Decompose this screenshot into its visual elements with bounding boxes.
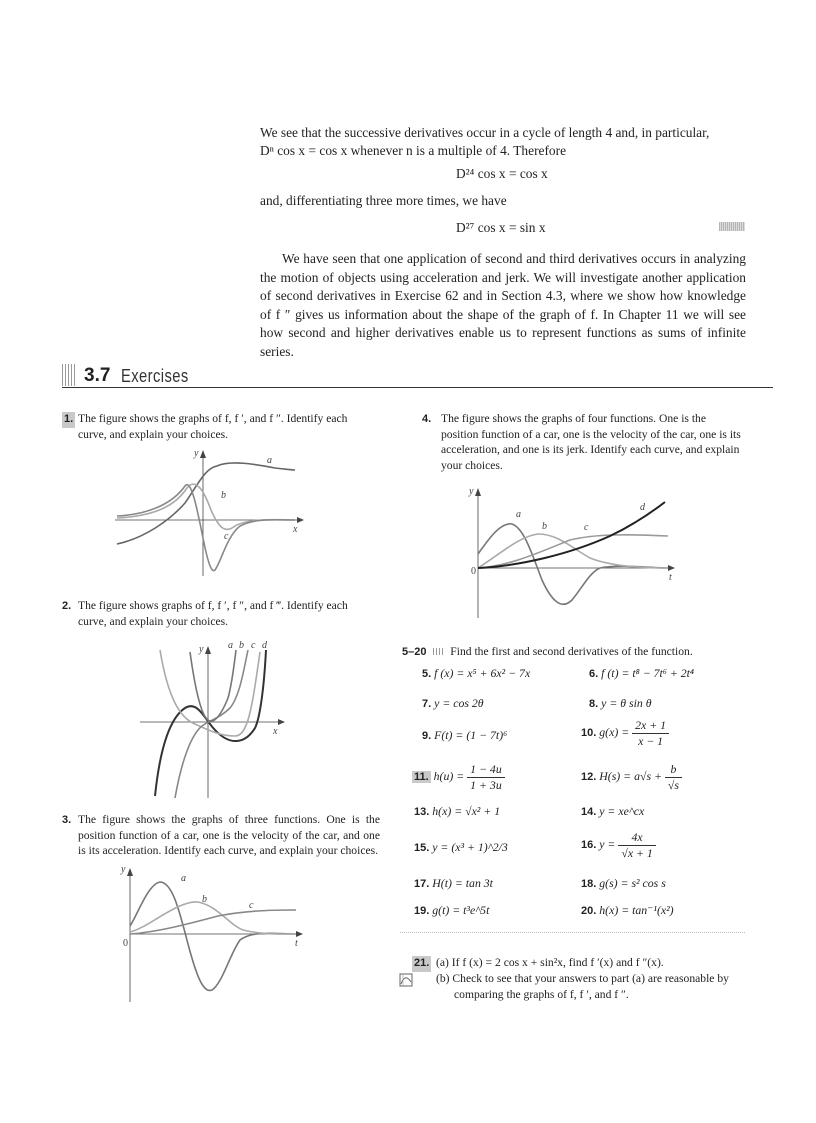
exercise-1-number: 1. bbox=[62, 411, 76, 428]
problem-5: 5. f (x) = x⁵ + 6x² − 7x bbox=[422, 666, 531, 680]
fig2-label-d: d bbox=[262, 640, 267, 651]
figure-4 bbox=[460, 484, 680, 619]
intro-line-1: We see that the successive derivatives occur in a cycle of length 4 and, in particular, bbox=[260, 125, 710, 140]
fig1-label-b: b bbox=[221, 490, 226, 501]
fig1-label-c: c bbox=[224, 531, 229, 542]
intro-line-3: and, differentiating three more times, we have bbox=[260, 193, 507, 208]
fig4-label-d: d bbox=[640, 502, 645, 513]
fig3-zero-label: 0 bbox=[123, 938, 128, 949]
fig4-y-label: y bbox=[469, 486, 474, 497]
problem-14: 14. y = xe^cx bbox=[581, 804, 645, 818]
exercise-range-label: 5–20 bbox=[402, 646, 427, 658]
section-title: Exercises bbox=[121, 366, 189, 386]
fig3-label-c: c bbox=[249, 900, 254, 911]
separator-dots bbox=[400, 932, 745, 933]
problem-8: 8. y = θ sin θ bbox=[589, 696, 652, 710]
problem-16: 16. y = $\frac{4x}{√x + 1}$ bbox=[581, 830, 656, 861]
exercise-range-text: Find the first and second derivatives of the function. bbox=[450, 645, 693, 658]
fig4-label-a: a bbox=[516, 509, 521, 520]
exercise-21-number: 21. bbox=[412, 955, 432, 972]
section-rule bbox=[62, 387, 773, 388]
problem-13: 13. h(x) = √x² + 1 bbox=[414, 804, 501, 818]
equation-d24: D²⁴ cos x = cos x bbox=[456, 166, 548, 181]
fig3-y-label: y bbox=[121, 864, 126, 875]
exercise-21-part-a: (a) If f (x) = 2 cos x + sin²x, find f ′(x) and f ″(x). bbox=[436, 956, 664, 969]
figure-2 bbox=[140, 638, 285, 800]
graphing-calculator-icon bbox=[399, 973, 413, 987]
fig1-label-a: a bbox=[267, 455, 272, 466]
fig4-t-label: t bbox=[669, 572, 672, 583]
fig3-label-a: a bbox=[181, 873, 186, 884]
problem-6: 6. f (t) = t⁸ − 7t⁶ + 2t⁴ bbox=[589, 666, 695, 680]
intro-line-2: Dⁿ cos x = cos x whenever n is a multiple of 4. Therefore bbox=[260, 143, 567, 158]
problem-9: 9. F(t) = (1 − 7t)⁶ bbox=[422, 728, 508, 742]
problem-20: 20. h(x) = tan⁻¹(x²) bbox=[581, 903, 674, 917]
exercise-range-heading bbox=[402, 644, 747, 661]
fig1-x-label: x bbox=[293, 524, 298, 535]
fig4-zero-label: 0 bbox=[471, 566, 476, 577]
problem-18: 18. g(s) = s² cos s bbox=[581, 876, 666, 890]
section-number: 3.7 bbox=[84, 365, 111, 386]
fig4-label-c: c bbox=[584, 522, 589, 533]
problem-7: 7. y = cos 2θ bbox=[422, 696, 484, 710]
exercise-1-text: The figure shows the graphs of f, f ′, and f ″. Identify each curve, and explain your choices. bbox=[78, 412, 348, 441]
equation-d27: D²⁷ cos x = sin x bbox=[456, 220, 546, 235]
problem-19: 19. g(t) = t³e^5t bbox=[414, 903, 490, 917]
fig4-label-b: b bbox=[542, 521, 547, 532]
fig2-label-a: a bbox=[228, 640, 233, 651]
exercise-4-number: 4. bbox=[422, 413, 432, 425]
exercise-2-number: 2. bbox=[62, 600, 72, 612]
exercise-2-text: The figure shows graphs of f, f ′, f ″, and f ‴. Identify each curve, and explain your choices. bbox=[78, 599, 348, 628]
problem-17: 17. H(t) = tan 3t bbox=[414, 876, 493, 890]
problem-15: 15. y = (x³ + 1)^2/3 bbox=[414, 840, 508, 854]
end-of-example-mark bbox=[719, 222, 745, 231]
fig2-label-b: b bbox=[239, 640, 244, 651]
fig3-label-b: b bbox=[202, 894, 207, 905]
fig2-label-c: c bbox=[251, 640, 256, 651]
fig2-x-label: x bbox=[273, 726, 278, 737]
exercise-21-part-b: (b) Check to see that your answers to part (a) are reasonable by comparing the graphs of f, f ′, and f ″. bbox=[436, 972, 729, 1001]
problem-10: 10. g(x) = $\frac{2x + 1}{x - 1}$ bbox=[581, 718, 669, 749]
exercise-3-number: 3. bbox=[62, 814, 72, 826]
range-icon bbox=[433, 648, 443, 655]
figure-1 bbox=[115, 448, 305, 578]
exercise-4-text: The figure shows the graphs of four functions. One is the position function of a car, one is the velocity of the car, one is its acceleration, and one is its jerk. Identify each curve, and explain your choices. bbox=[441, 412, 741, 472]
problem-11: 11. h(u) = $\frac{1 - 4u}{1 + 3u}$ bbox=[412, 762, 505, 793]
fig3-t-label: t bbox=[295, 938, 298, 949]
fig1-y-label: y bbox=[194, 448, 199, 459]
figure-3 bbox=[118, 864, 308, 1004]
fig2-y-label: y bbox=[199, 644, 204, 655]
problem-12: 12. H(s) = a√s + $\frac{b}{√s}$ bbox=[581, 762, 682, 793]
intro-paragraph-2: We have seen that one application of second and third derivatives occurs in analyzing the motion of objects using acceleration and jerk. We will investigate another application of second derivatives in Exercise 62 and in Section 4.3, where we show how knowledge of f ″ gives us information about the shape of the graph of f. In Chapter 11 we will see how second and higher derivatives enable us to represent functions as sums of infinite series. bbox=[260, 251, 746, 359]
section-header-bar-icon bbox=[62, 364, 77, 386]
exercise-3-text: The figure shows the graphs of three functions. One is the position function of a car, one is the velocity of the car, and one is its acceleration. Identify each curve, and explain your choices. bbox=[78, 813, 380, 858]
